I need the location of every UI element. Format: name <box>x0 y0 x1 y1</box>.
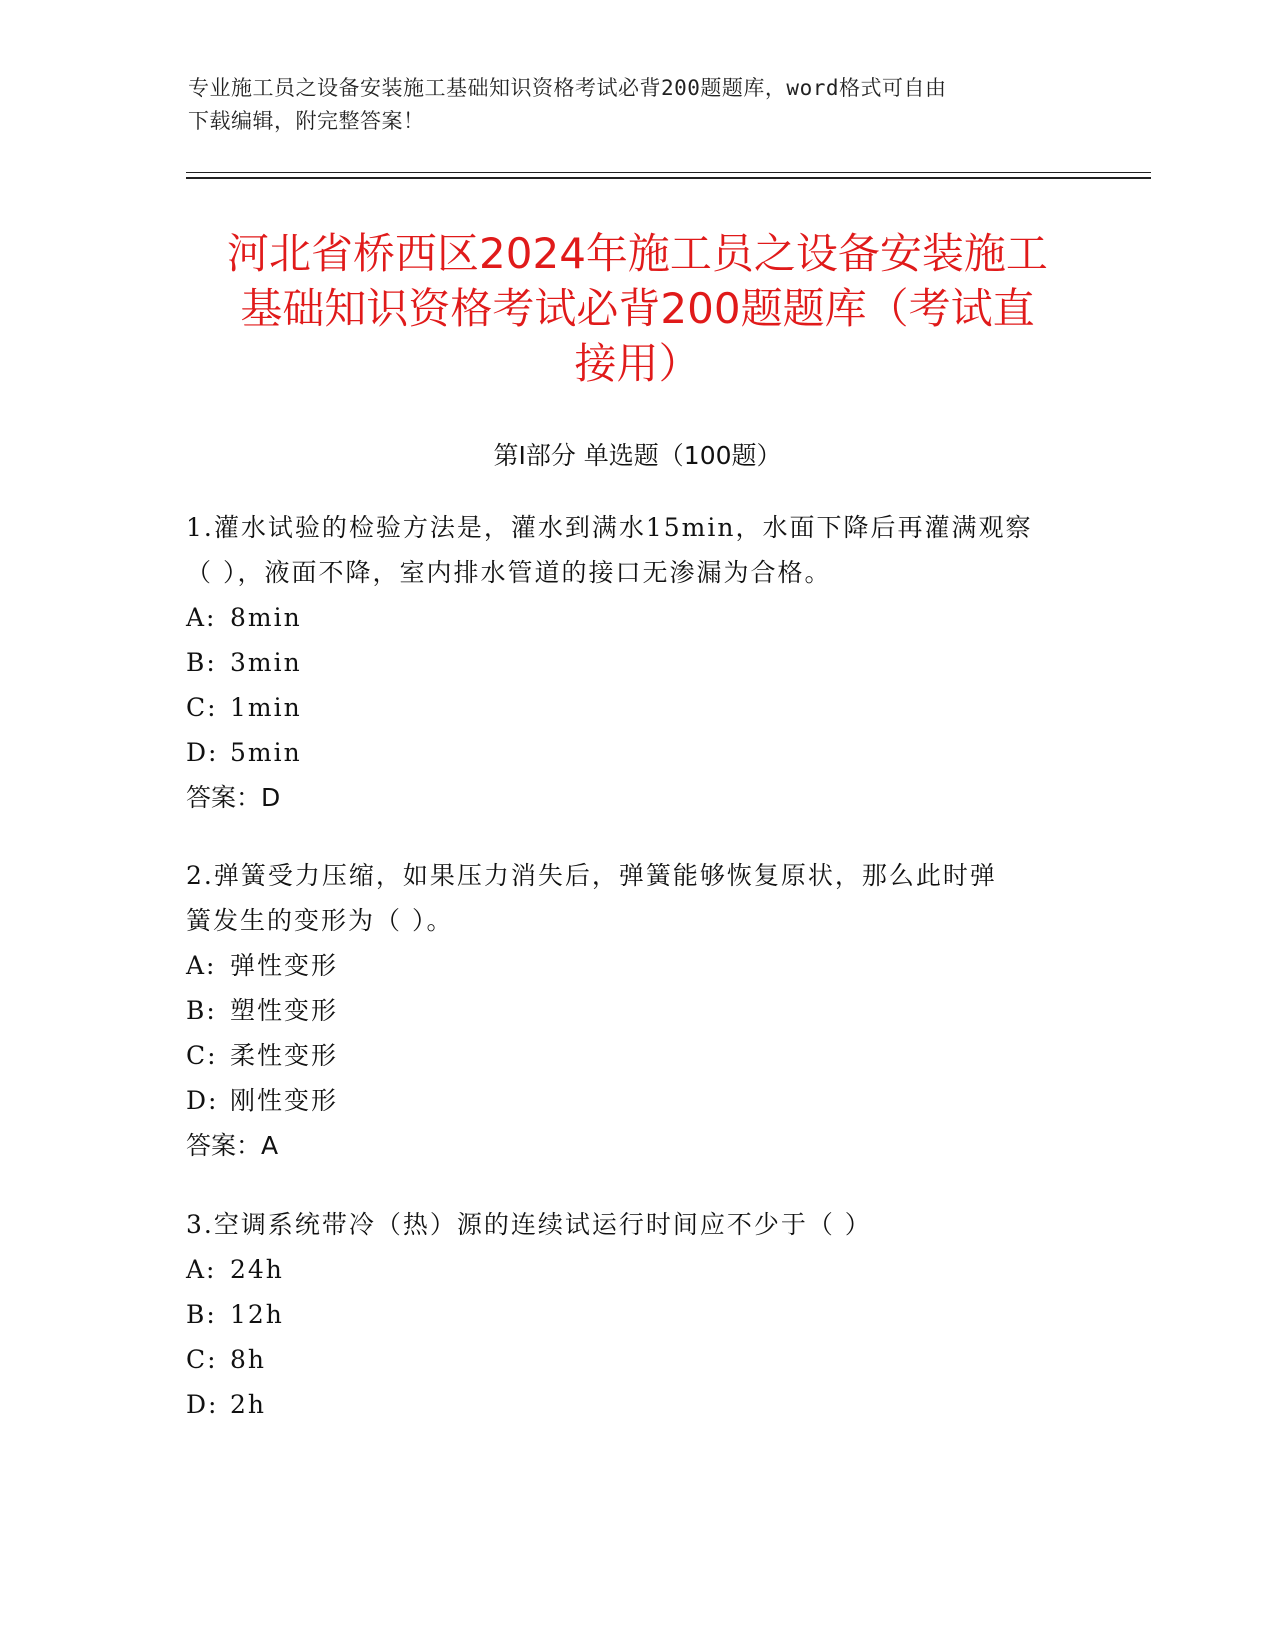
option-letter: A: <box>186 951 217 980</box>
option-letter: C: <box>186 693 218 722</box>
option-letter: C: <box>186 1345 218 1374</box>
option-b <box>186 988 1086 1033</box>
option-text: 24h <box>230 1255 284 1284</box>
question-stem-line-2: （ ），液面不降，室内排水管道的接口无渗漏为合格。 <box>186 558 832 587</box>
option-text: 弹性变形 <box>230 951 339 980</box>
option-d <box>186 1382 1086 1427</box>
section-heading: 第Ⅰ部分 单选题（100题） <box>493 441 782 470</box>
option-text: 柔性变形 <box>230 1041 339 1070</box>
question-1 <box>186 505 1086 820</box>
option-c <box>186 1337 1086 1382</box>
option-letter: C: <box>186 1041 218 1070</box>
option-letter: D: <box>186 738 219 767</box>
title-line-2: 基础知识资格考试必背200题题库（考试直 <box>240 284 1035 333</box>
option-text: 3min <box>230 648 302 677</box>
option-letter: A: <box>186 1255 217 1284</box>
option-text: 8h <box>230 1345 267 1374</box>
option-text: 2h <box>230 1390 267 1419</box>
option-text: 8min <box>230 603 302 632</box>
option-text: 塑性变形 <box>230 996 339 1025</box>
question-2 <box>186 853 1086 1168</box>
header-note-line-1: 专业施工员之设备安装施工基础知识资格考试必背200题题库，word格式可自由 <box>188 76 947 100</box>
option-c <box>186 685 1086 730</box>
option-a <box>186 595 1086 640</box>
option-d <box>186 730 1086 775</box>
option-d <box>186 1078 1086 1123</box>
header-rule-thick <box>186 177 1151 179</box>
option-b <box>186 640 1086 685</box>
option-a <box>186 943 1086 988</box>
document-title <box>150 226 1125 391</box>
option-letter: D: <box>186 1390 219 1419</box>
question-3 <box>186 1202 1086 1427</box>
answer-text: 答案：D <box>186 783 281 812</box>
option-text: 刚性变形 <box>230 1086 339 1115</box>
option-text: 1min <box>230 693 302 722</box>
header-rule-thin <box>186 172 1151 173</box>
header-note <box>188 72 1088 138</box>
option-b <box>186 1292 1086 1337</box>
option-letter: B: <box>186 1300 217 1329</box>
option-text: 5min <box>230 738 302 767</box>
header-note-line-2: 下载编辑，附完整答案！ <box>188 109 425 133</box>
option-text: 12h <box>230 1300 284 1329</box>
question-stem-line-2: 簧发生的变形为（ ）。 <box>186 906 454 935</box>
title-line-1: 河北省桥西区2024年施工员之设备安装施工 <box>227 229 1048 278</box>
option-letter: D: <box>186 1086 219 1115</box>
question-stem-line-1: 2.弹簧受力压缩，如果压力消失后，弹簧能够恢复原状，那么此时弹 <box>186 861 997 890</box>
title-line-3: 接用） <box>574 339 701 388</box>
option-a <box>186 1247 1086 1292</box>
option-letter: A: <box>186 603 217 632</box>
option-letter: B: <box>186 648 217 677</box>
option-c <box>186 1033 1086 1078</box>
option-letter: B: <box>186 996 217 1025</box>
question-stem-line-1: 3.空调系统带冷（热）源的连续试运行时间应不少于（ ） <box>186 1210 872 1239</box>
answer-text: 答案：A <box>186 1131 279 1160</box>
question-stem-line-1: 1.灌水试验的检验方法是，灌水到满水15min，水面下降后再灌满观察 <box>186 513 1033 542</box>
